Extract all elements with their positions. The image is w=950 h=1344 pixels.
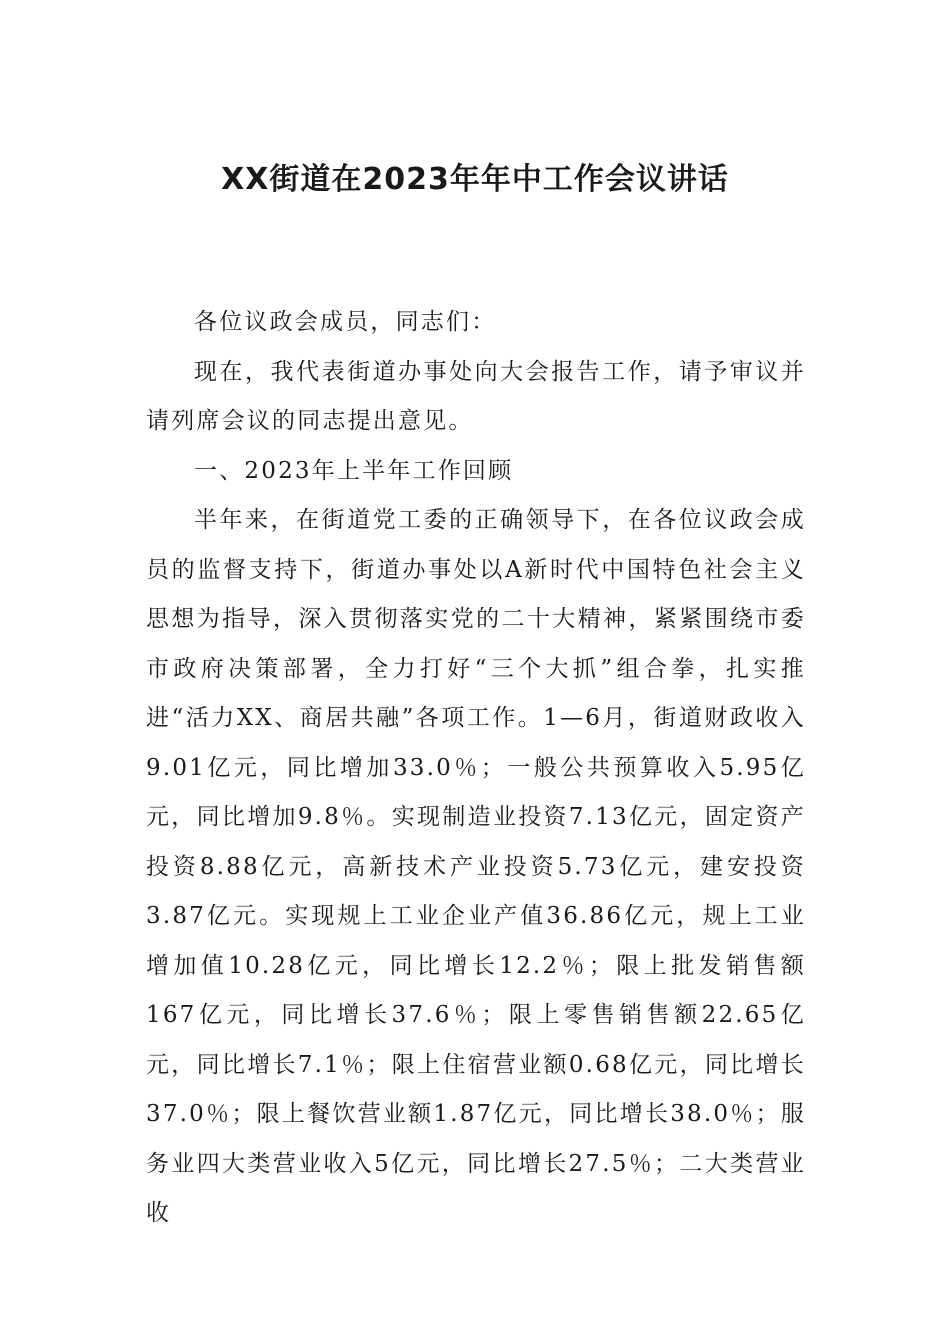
section-heading: 一、2023年上半年工作回顾 bbox=[194, 457, 514, 484]
opening-paragraph: 现在，我代表街道办事处向大会报告工作，请予审议并请列席会议的同志提出意见。 bbox=[146, 358, 806, 434]
review-paragraph: 半年来，在街道党工委的正确领导下，在各位议政会成员的监督支持下，街道办事处以A新时代中国特色社会主义思想为指导，深入贯彻落实党的二十大精神，紧紧围绕市委市政府决策部署，全力打好“三个大抓”组合拳，扎实推进“活力XX、商居共融”各项工作。1—6月，街道财政收入9.01亿元，同比增加33.0％；一般公共预算收入5.95亿元，同比增加9.8％。实现制造业投资7.13亿元，固定资产投资8.88亿元，高新技术产业投资5.73亿元，建安投资3.87亿元。实现规上工业企业产值36.86亿元，规上工业增加值10.28亿元，同比增长12.2％；限上批发销售额167亿元，同比增长37.6％；限上零售销售额22.65亿元，同比增长7.1％；限上住宿营业额0.68亿元，同比增长37.0％；限上餐饮营业额1.87亿元，同比增长38.0％；服务业四大类营业收入5亿元，同比增长27.5％；二大类营业收 bbox=[146, 507, 806, 1226]
salutation-paragraph: 各位议政会成员，同志们： bbox=[194, 309, 497, 335]
document-body bbox=[146, 298, 806, 1239]
document-title: XX街道在2023年年中工作会议讲话 bbox=[221, 162, 729, 197]
